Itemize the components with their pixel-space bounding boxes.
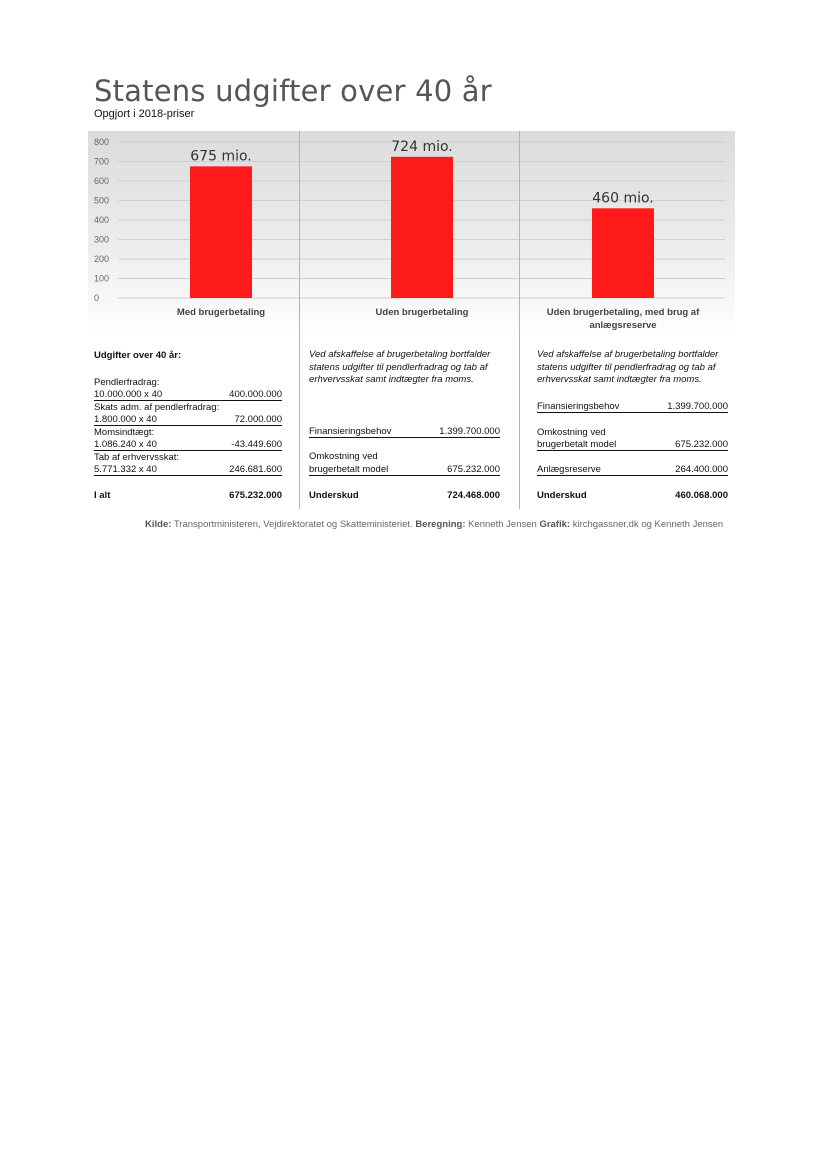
source-beregning-text: Kenneth Jensen <box>465 519 540 530</box>
bar-chart <box>88 131 735 337</box>
source-grafik-label: Grafik: <box>539 519 571 530</box>
y-tick-label: 0 <box>94 293 100 303</box>
source-beregning-label: Beregning: <box>415 519 466 530</box>
col2-fin-value: 1.399.700.000 <box>439 426 500 437</box>
bar <box>592 208 654 298</box>
col1-item-row <box>94 389 282 401</box>
x-category-label: Med brugerbetaling <box>176 307 266 318</box>
col3-res-value: 264.400.000 <box>675 464 728 475</box>
col3-omk-label: Omkostning ved <box>537 427 606 438</box>
source-kilde-text: Transportministeren, Vejdirektoratet og Skatteministeriet. <box>171 519 416 530</box>
col3-total-value: 460.068.000 <box>675 490 728 501</box>
col3-omk-label-2: brugerbetalt model <box>537 439 617 450</box>
bar <box>190 166 252 298</box>
bar <box>391 157 453 298</box>
col1-total-row <box>94 490 282 501</box>
x-category-label: anlægsreserve <box>589 320 657 331</box>
col1-item-value: 72.000.000 <box>234 414 282 425</box>
col3-omk-value: 675.232.000 <box>675 439 728 450</box>
x-category-label: Uden brugerbetaling <box>375 307 469 318</box>
col2-fin-label: Finansieringsbehov <box>309 426 392 437</box>
col2-note: Ved afskaffelse af brugerbetaling bortfalder statens udgifter til pendlerfradrag og tab af erhvervsskat samt indtægter fra moms. <box>309 349 491 385</box>
data-label: 724 mio. <box>391 138 453 155</box>
col1-item-value: 400.000.000 <box>229 389 282 400</box>
col1-heading: Udgifter over 40 år: <box>94 350 182 361</box>
col1-total-value: 675.232.000 <box>229 490 282 501</box>
col1-item-calc: 1.800.000 x 40 <box>94 414 157 425</box>
col3-omk-row <box>537 439 728 451</box>
col1-item-label: Momsindtægt: <box>94 427 155 438</box>
col2-total-label: Underskud <box>309 490 359 501</box>
col1-item-value: -43.449.600 <box>231 439 282 450</box>
col1-item-row <box>94 464 282 476</box>
col1-item-value: 246.681.600 <box>229 464 282 475</box>
col1-item-row <box>94 439 282 451</box>
col3-total-label: Underskud <box>537 490 587 501</box>
col1-item-calc: 5.771.332 x 40 <box>94 464 157 475</box>
col2-total-value: 724.468.000 <box>447 490 500 501</box>
col3-res-label: Anlægsreserve <box>537 464 601 475</box>
col1-item-label: Pendlerfradrag: <box>94 377 160 388</box>
source-grafik-text: kirchgassner.dk og Kenneth Jensen <box>570 519 724 530</box>
col2-total-row <box>309 490 500 501</box>
col3-total-row <box>537 490 728 501</box>
chart-svg <box>88 131 735 337</box>
col2-omk-label: Omkostning ved <box>309 451 378 462</box>
y-tick-label: 800 <box>94 137 110 147</box>
y-tick-label: 200 <box>94 254 110 264</box>
col3-fin-label: Finansieringsbehov <box>537 401 620 412</box>
y-tick-label: 400 <box>94 215 110 225</box>
y-tick-label: 100 <box>94 273 110 284</box>
y-tick-label: 600 <box>94 176 110 186</box>
col3-fin-row <box>537 401 728 413</box>
col2-fin-row <box>309 426 500 438</box>
data-label: 675 mio. <box>190 148 252 165</box>
col3-fin-value: 1.399.700.000 <box>667 401 728 412</box>
col1-item-row <box>94 414 282 426</box>
y-tick-label: 300 <box>94 234 110 245</box>
col1-item-label: Tab af erhvervsskat: <box>94 452 180 463</box>
col1-item-label: Skats adm. af pendlerfradrag: <box>94 402 220 413</box>
page-subtitle: Opgjort i 2018-priser <box>94 108 195 120</box>
page-title: Statens udgifter over 40 år <box>94 74 492 108</box>
y-tick-label: 700 <box>94 156 110 167</box>
col2-omk-label-2: brugerbetalt model <box>309 464 389 475</box>
col1-item-calc: 1.086.240 x 40 <box>94 439 157 450</box>
col1-total-label: I alt <box>94 490 111 501</box>
col3-note: Ved afskaffelse af brugerbetaling bortfalder statens udgifter til pendlerfradrag og tab af erhvervsskat samt indtægter fra moms. <box>537 349 719 385</box>
col3-res-row <box>537 464 728 476</box>
x-category-label: Uden brugerbetaling, med brug af <box>546 307 700 318</box>
col2-omk-row <box>309 464 500 476</box>
y-tick-label: 500 <box>94 195 110 206</box>
column-divider-1 <box>299 131 300 509</box>
data-label: 460 mio. <box>592 190 654 207</box>
col1-item-calc: 10.000.000 x 40 <box>94 389 163 400</box>
col2-omk-value: 675.232.000 <box>447 464 500 475</box>
column-divider-2 <box>519 131 520 509</box>
source-kilde-label: Kilde: <box>145 519 172 530</box>
source-line <box>145 519 723 530</box>
